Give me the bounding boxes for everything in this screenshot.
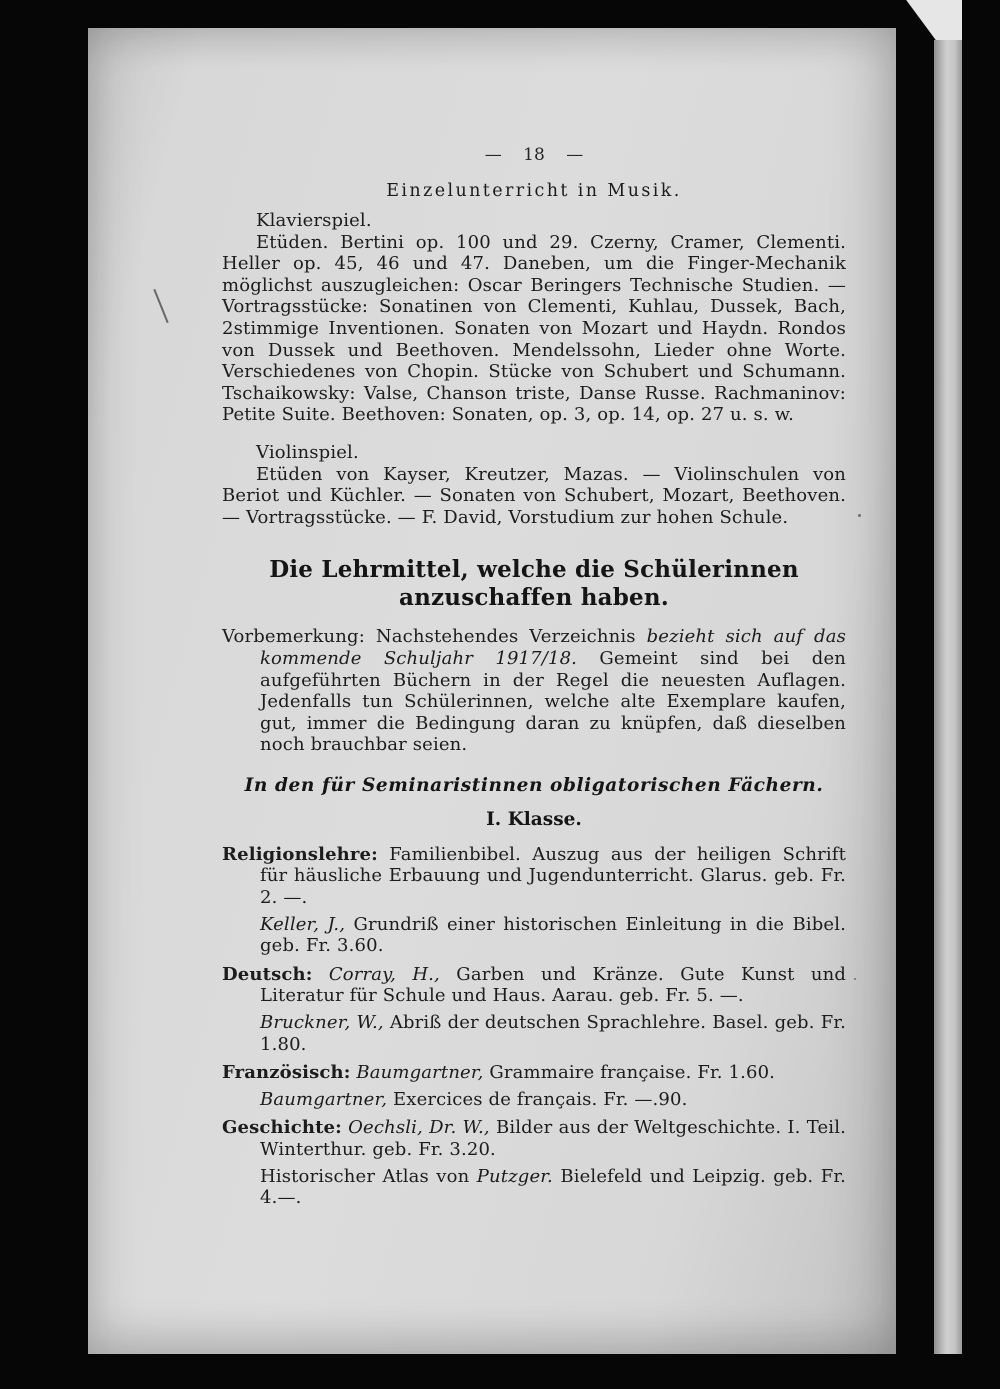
vorbemerkung-rest: Gemeint sind bei den aufgeführten Büchern in der Regel die neuesten Auflagen. Jedenfalls tun Schülerinnen, welche alte Exemplare kaufen, gut, immer die Bedingung daran zu knüpfen, daß dieselben noch brauchbar seien. [260,647,846,756]
subject-heading: In den für Seminaristinnen obligatorischen Fächern. [244,774,824,796]
vorbemerkung-italic: bezieht sich auf das kommende Schuljahr 1917/18. [260,626,846,669]
violin-title: Violinspiel. [256,441,359,463]
entry-pre-text: Historischer Atlas von [260,1165,477,1187]
heading-line-1: Die Lehrmittel, welche die Schülerinnen [269,556,799,584]
subject-label: Französisch: [222,1062,351,1084]
entry-baumgartner [260,1089,846,1111]
violin-paragraph: Etüden von Kayser, Kreutzer, Mazas. — Violinschulen von Beriot und Küchler. — Sonaten von Schubert, Mozart, Beethoven. — Vortragsstücke. — F. David, Vorstudium zur hohen Schule. [222,463,846,528]
entry-keller [260,914,846,957]
subject-label: Deutsch: [222,963,313,985]
piano-paragraph: Etüden. Bertini op. 100 und 29. Czerny, Cramer, Clementi. Heller op. 45, 46 und 47. Daneben, um die Finger-Mechanik möglichst auszugleichen: Oscar Beringers Technische Studien. — Vortragsstücke: Sonatinen von Clementi, Kuhlau, Dussek, Bach, 2stimmige Inventionen. Sonaten von Mozart und Haydn. Rondos von Dussek und Beethoven. Mendelssohn, Lieder ohne Worte. Verschiedenes von Chopin. Stücke von Schubert und Schumann. Tschaikowsky: Valse, Chanson triste, Danse Russe. Rachmaninov: Petite Suite. Beethoven: Sonaten, op. 3, op. 14, op. 27 u. s. w. [222,231,846,426]
subject-label: Geschichte: [222,1117,342,1139]
scan-speckle [858,514,861,517]
entry-text: Abriß der deutschen Sprachlehre. Basel. geb. Fr. 1.80. [260,1012,846,1055]
entry-geschichte [222,1117,846,1160]
entry-bruckner [260,1012,846,1055]
page-number: — 18 — [484,145,584,165]
entry-religionslehre [222,844,846,909]
scan-speckle [854,978,856,980]
scanned-page [88,28,896,1354]
next-page-edge [934,40,962,1354]
author-name: Oechsli, Dr. W., [341,1117,490,1139]
author-name: Baumgartner, [260,1088,388,1110]
vorbemerkung-lead: Vorbemerkung: Nachstehendes Verzeichnis [222,626,647,648]
author-name: Bruckner, W., [260,1012,384,1034]
book-title: Putzger. [476,1165,553,1187]
vorbemerkung-paragraph [222,626,846,756]
entry-text: Grammaire française. Fr. 1.60. [483,1062,776,1084]
entry-text: Garben und Kränze. Gute Kunst und Literatur für Schule und Haus. Aarau. geb. Fr. 5. —. [260,963,846,1007]
entry-franzoesisch [222,1062,846,1084]
pencil-mark [153,289,168,323]
entry-text: Bilder aus der Weltgeschichte. I. Teil. Winterthur. geb. Fr. 3.20. [260,1117,846,1160]
page-content [222,28,846,1209]
entry-text: Exercices de français. Fr. —.90. [387,1088,688,1110]
subject-label: Religionslehre: [222,843,378,865]
section-heading-lehrmittel [222,556,846,612]
author-name: Corray, H., [312,963,440,985]
section-heading-music: Einzelunterricht in Musik. [386,181,682,201]
author-name: Keller, J., [260,913,346,935]
entry-text: Familienbibel. Auszug aus der heiligen Schrift für häusliche Erbauung und Jugendunterricht. Glarus. geb. Fr. 2. —. [260,843,846,909]
entry-putzger [260,1166,846,1209]
class-heading: I. Klasse. [486,808,582,830]
piano-title: Klavierspiel. [256,210,372,231]
entry-text: Grundriß einer historischen Einleitung in die Bibel. geb. Fr. 3.60. [260,913,847,957]
author-name: Baumgartner, [350,1062,484,1084]
entry-text: Bielefeld und Leipzig. geb. Fr. 4.—. [260,1165,846,1209]
heading-line-2: anzuschaffen haben. [398,584,669,612]
entry-deutsch [222,964,846,1007]
page-corner [900,0,962,42]
